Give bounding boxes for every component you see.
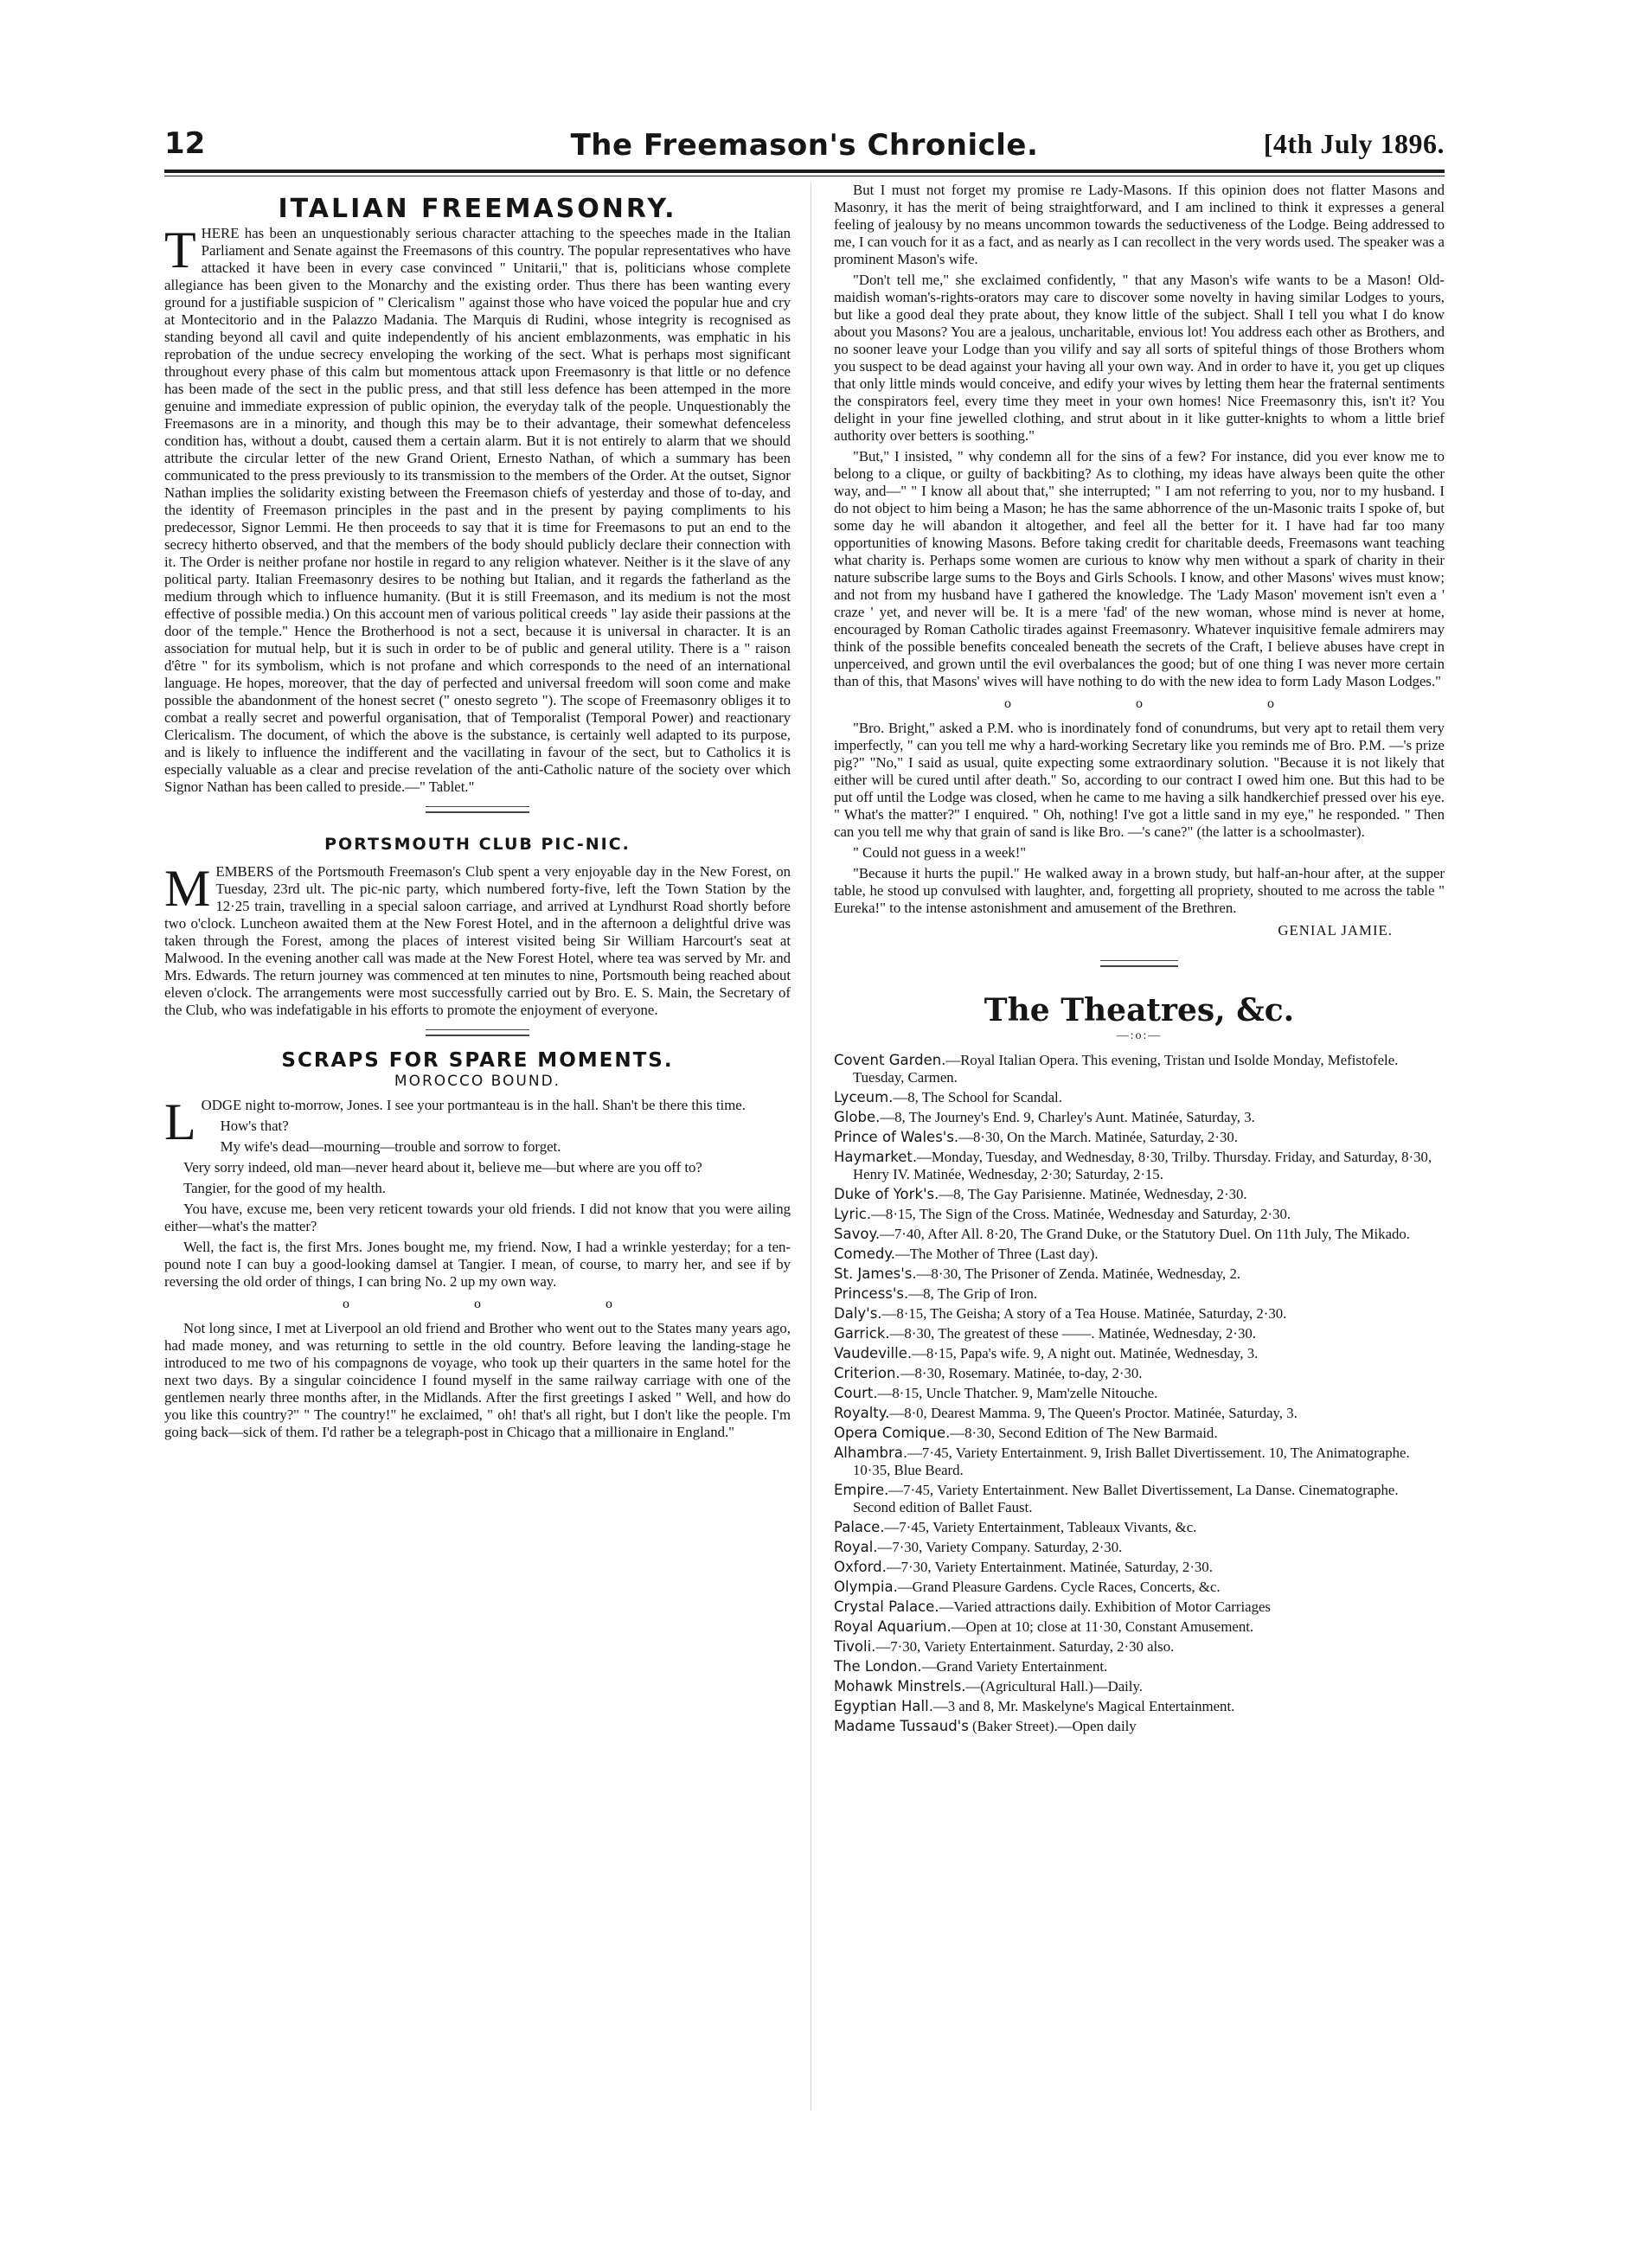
theatre-entry: [834, 1405, 1445, 1422]
ornament-dots: o o o: [343, 1297, 673, 1311]
theatre-name: Duke of York's.: [834, 1186, 939, 1202]
dialogue-line: You have, excuse me, been very reticent towards your old friends. I did not know that you were ailing either—what's the matter?: [164, 1201, 791, 1234]
theatre-entry: [834, 1305, 1445, 1323]
theatre-name: Oxford.: [834, 1559, 887, 1575]
theatre-entry: [834, 1539, 1445, 1556]
theatre-entry: [834, 1186, 1445, 1203]
theatre-details: —(Agricultural Hall.)—Daily.: [965, 1678, 1143, 1695]
theatre-details: —3 and 8, Mr. Maskelyne's Magical Entertainment.: [932, 1698, 1235, 1714]
theatre-details: —Royal Italian Opera. This evening, Tristan und Isolde Monday, Mefistofele. Tuesday, Carmen.: [853, 1052, 1399, 1086]
theatre-name: St. James's.: [834, 1265, 917, 1282]
theatre-entry: [834, 1425, 1445, 1442]
theatre-name: Alhambra.: [834, 1445, 908, 1461]
theatre-name: Royal.: [834, 1539, 878, 1555]
theatre-name: Court.: [834, 1385, 878, 1401]
theatre-details: —8, The School for Scandal.: [893, 1089, 1062, 1105]
article-portsmouth-picnic: [164, 836, 791, 1019]
theatre-name: Olympia.: [834, 1579, 898, 1595]
article-paragraph: "Because it hurts the pupil." He walked away in a brown study, but half-an-hour after, at the supper table, he stood up convulsed with laughter, and, forgetting all propriety, shouted to me across the table " Eureka!" to the intense astonishment and amusement of the Brethren.: [834, 865, 1445, 916]
author-signature: GENIAL JAMIE.: [1278, 922, 1393, 939]
theatre-name: Comedy.: [834, 1246, 895, 1262]
theatre-entry: [834, 1658, 1445, 1675]
theatre-details: —Varied attractions daily. Exhibition of Motor Carriages: [939, 1598, 1271, 1615]
article-subheading: MOROCCO BOUND.: [394, 1073, 561, 1090]
theatre-entry: [834, 1149, 1445, 1183]
article-paragraph: [164, 860, 791, 1019]
theatre-details: —8·30, Second Edition of The New Barmaid.: [950, 1425, 1218, 1441]
theatre-name: Criterion.: [834, 1365, 900, 1381]
paragraph-text: HERE has been an unquestionably serious character attaching to the speeches made in the Italian Parliament and Senate against the Freemasons of this country. The popular representatives who have attacked it have been in every case convinced " Unitarii," that is, politicians whose complete allegiance has been given to the Monarchy and the existing order. Thus there has been wanting every ground for a justifiable suspicion of " Clericalism " against those who have voiced the popular hue and cry at Montecitorio and in the Palazzo Madania. The Marquis di Rudini, whose integrity is recognised as standing beyond all cavil and quite independently of his ancient emblazonments, was emphatic in his reprobation of the undue secrecy enveloping the working of the sect. What is perhaps most significant throughout every phase of this calm but momentous attack upon Freemasonry is that little or no defence has been made of the sect in the public press, and that still less defence has been attemped in the more genuine and immediate expression of public opinion, the everyday talk of the people. Unquestionably the Freemasons are in a minority, and though this may be to their advantage, their somewhat defenceless condition has, without a doubt, caused them a certain alarm. But it is not entirely to alarm that we should attribute the circular letter of the new Grand Orient, Ernesto Nathan, of which a summary has been communicated to the press previously to its transmission to the members of the Order. At the outset, Signor Nathan implies the solidarity existing between the Freemason chiefs of yesterday and those of to-day, and the identity of Freemason principles in the past and in the present by paying compliments to his predecessor, Signor Lemmi. He then proceeds to say that it is time for Freemasons to put an end to the secrecy hitherto observed, and that the members of the body should publicly declare their connection with it. The Order is neither profane nor hostile in regard to any religion whatever. Neither is it the slave of any political party. Italian Freemasonry desires to be nothing but Italian, and it regards the fatherland as the medium through which to influence humanity. (But it is still Freemason, and its medium is not the most effective of possible media.) On this account men of various political creeds " lay aside their passions at the door of the temple." Hence the Brotherhood is not a sect, because it is universal in character. It is an association for mutual help, but it is such in order to be of public and general utility. There is a " raison d'être " for its symbolism, which is not profane and which corresponds to the need of an international language. He hopes, moreover, that the day of perfected and universal freedom will soon come and make possible the abandonment of the honest secret (" onesto segreto "). The scope of Freemasonry obliges it to combat a really secret and powerful organisation, that of Temporalist (Temporal Power) and reactionary Clericalism. The document, of which the above is the substance, is certainly well adapted to its purpose, and is likely to influence the indifferent and the vacillating in favour of the sect, but to Catholics it is especially valuable as a clear and precise revelation of the anti-Catholic nature of the society over which Signor Nathan has been called to preside.—" Tablet.": [164, 225, 791, 795]
theatre-name: Globe.: [834, 1109, 881, 1125]
theatre-details: —8, The Gay Parisienne. Matinée, Wednesday, 2·30.: [939, 1186, 1247, 1202]
theatre-details: —7·45, Variety Entertainment. New Ballet Divertissement, La Danse. Cinematographe. Second edition of Ballet Faust.: [853, 1482, 1399, 1515]
theatre-name: Royalty.: [834, 1405, 890, 1421]
theatre-details: —8·30, On the March. Matinée, Saturday, 2·30.: [958, 1129, 1238, 1145]
theatre-entry: [834, 1519, 1445, 1536]
theatre-details: —8, The Journey's End. 9, Charley's Aunt. Matinée, Saturday, 3.: [880, 1109, 1255, 1125]
theatre-details: —8·30, The greatest of these ——. Matinée, Wednesday, 2·30.: [889, 1325, 1256, 1342]
theatre-entry: [834, 1052, 1445, 1086]
article-scraps: [164, 1049, 791, 1441]
issue-date: [4th July 1896.: [1263, 128, 1445, 159]
theatre-name: Garrick.: [834, 1325, 890, 1342]
theatre-entry: [834, 1482, 1445, 1516]
theatre-entry: [834, 1206, 1445, 1223]
theatre-details: (Baker Street).—Open daily: [968, 1718, 1137, 1734]
theatre-name: Princess's.: [834, 1285, 909, 1302]
theatre-details: —Open at 10; close at 11·30, Constant Amusement.: [951, 1618, 1254, 1635]
dialogue-line: Tangier, for the good of my health.: [183, 1180, 386, 1196]
theatre-name: Daly's.: [834, 1305, 882, 1322]
theatre-details: —8·30, The Prisoner of Zenda. Matinée, Wednesday, 2.: [916, 1265, 1241, 1282]
theatre-entry: [834, 1718, 1445, 1735]
theatre-details: —7·30, Variety Entertainment. Matinée, Saturday, 2·30.: [886, 1559, 1213, 1575]
theatre-name: Covent Garden.: [834, 1052, 946, 1068]
paragraph-text: EMBERS of the Portsmouth Freemason's Club spent a very enjoyable day in the New Forest, on Tuesday, 23rd ult. The pic-nic party, which numbered forty-five, left the Town Station by the 12·25 train, travelling in a special saloon carriage, and arrived at Lyndhurst Road shortly before two o'clock. Luncheon awaited them at the New Forest Hotel, and in the afternoon a delightful drive was taken through the Forest, among the places of interest visited being Sir William Harcourt's seat at Malwood. In the evening another call was made at the New Forest Hotel, where tea was served by Mr. and Mrs. Edwards. The return journey was commenced at ten minutes to nine, Portsmouth being reached about eleven o'clock. The arrangements were most successfully carried out by Bro. E. S. Main, the Secretary of the Club, who was indefatigable in his efforts to promote the enjoyment of everyone.: [164, 863, 791, 1018]
theatre-name: Haymarket.: [834, 1149, 918, 1165]
theatre-name: Crystal Palace.: [834, 1598, 939, 1615]
article-heading: SCRAPS FOR SPARE MOMENTS.: [281, 1049, 674, 1072]
ornament-dots: o o o: [1004, 696, 1335, 711]
article-paragraph: Not long since, I met at Liverpool an old friend and Brother who went out to the States many years ago, had made money, and was returning to settle in the old country. Before leaving the landing-stage he introduced to me two of his compagnons de voyage, who took up their quarters in the same hotel for the next two days. By a singular coincidence I found myself in the same railway carriage with one of the gentlemen nearly three months after, in the Midlands. After the first greetings I asked " Well, and how do you like this country?" " The country!" he exclaimed, " oh! that's all right, but I don't like the people. I'm going back—sick of them. I'd rather be a telegraph-post in Chicago that a millionaire in England.": [164, 1320, 791, 1440]
paragraph-text: ODGE night to-morrow, Jones. I see your portmanteau is in the hall. Shan't be there this time.: [201, 1097, 746, 1113]
theatre-details: —7·30, Variety Entertainment. Saturday, 2·30 also.: [875, 1638, 1175, 1655]
theatre-entry: [834, 1385, 1445, 1402]
theatre-entry: [834, 1089, 1445, 1106]
theatre-details: —8·15, Papa's wife. 9, A night out. Matinée, Wednesday, 3.: [912, 1345, 1259, 1361]
theatre-details: —7·45, Variety Entertainment. 9, Irish Ballet Divertissement. 10, The Animatographe. 10·35, Blue Beard.: [853, 1445, 1410, 1478]
article-paragraph: " Could not guess in a week!": [853, 844, 1027, 861]
theatre-details: —8·30, Rosemary. Matinée, to-day, 2·30.: [900, 1365, 1143, 1381]
theatre-details: —8·15, The Sign of the Cross. Matinée, Wednesday and Saturday, 2·30.: [871, 1206, 1291, 1222]
theatre-details: —8·15, The Geisha; A story of a Tea House. Matinée, Saturday, 2·30.: [881, 1305, 1287, 1322]
masthead-rule: [164, 170, 1445, 173]
section-separator: [1100, 960, 1178, 967]
theatre-name: Empire.: [834, 1482, 889, 1498]
theatre-entry: [834, 1365, 1445, 1382]
heading-divider: —:o:—: [1116, 1029, 1163, 1042]
theatre-entry: [834, 1325, 1445, 1342]
theatre-entry: [834, 1618, 1445, 1636]
theatre-details: —7·30, Variety Company. Saturday, 2·30.: [877, 1539, 1123, 1555]
dialogue-line: Well, the fact is, the first Mrs. Jones bought me, my friend. Now, I had a wrinkle yesterday; for a ten-pound note I can buy a good-looking damsel at Tangier. I mean, of course, to marry her, and see if by reversing the old order of things, I can bring No. 2 up my own way.: [164, 1239, 791, 1290]
theatre-details: —8·15, Uncle Thatcher. 9, Mam'zelle Nitouche.: [877, 1385, 1158, 1401]
theatre-details: —8, The Grip of Iron.: [908, 1285, 1038, 1302]
drop-cap: T: [164, 221, 196, 279]
article-heading: PORTSMOUTH CLUB PIC-NIC.: [324, 835, 631, 854]
article-paragraph: [164, 221, 791, 796]
theatres-listing: [834, 992, 1445, 1735]
dialogue-line: How's that?: [220, 1118, 289, 1134]
theatre-details: —Grand Pleasure Gardens. Cycle Races, Concerts, &c.: [897, 1579, 1221, 1595]
left-column: [164, 182, 791, 2244]
drop-cap: L: [164, 1093, 196, 1150]
section-separator: [426, 806, 529, 813]
theatre-name: Palace.: [834, 1519, 885, 1535]
theatre-entry: [834, 1445, 1445, 1479]
dialogue-line: My wife's dead—mourning—trouble and sorrow to forget.: [220, 1138, 561, 1155]
theatre-entry: [834, 1638, 1445, 1656]
theatre-name: Mohawk Minstrels.: [834, 1678, 966, 1695]
article-italian-freemasonry: [164, 194, 791, 796]
theatre-name: The London.: [834, 1658, 922, 1675]
theatre-entry: [834, 1678, 1445, 1695]
theatre-name: Tivoli.: [834, 1638, 876, 1655]
theatre-entry: [834, 1129, 1445, 1146]
theatre-entry: [834, 1579, 1445, 1596]
section-separator: [426, 1029, 529, 1036]
article-lady-masons: [834, 182, 1445, 939]
article-paragraph: "Bro. Bright," asked a P.M. who is inordinately fond of conundrums, but very apt to retail them very imperfectly, " can you tell me why a hard-working Secretary like you reminds me of Bro. P.M. —'s prize pig?" "No," I said as usual, quite expecting some extraordinary solution. "Because it is not likely that either will be cured until after death." So, according to our contract I owed him one. But this had to be put off until the Lodge was closed, when he came to me having a silk handkerchief pressed over his eye. " What's the matter?" I enquired. " Oh, nothing! I've got a little sand in my eye," he responded. " Then can you tell me why that grain of sand is like Bro. —'s cane?" (the latter is a schoolmaster).: [834, 720, 1445, 840]
section-heading: The Theatres, &c.: [984, 992, 1295, 1028]
theatre-details: —7·40, After All. 8·20, The Grand Duke, or the Statutory Duel. On 11th July, The Mikado.: [880, 1226, 1410, 1242]
dialogue-line: Very sorry indeed, old man—never heard about it, believe me—but where are you off to?: [183, 1159, 702, 1176]
theatre-entry: [834, 1285, 1445, 1303]
theatre-name: Prince of Wales's.: [834, 1129, 959, 1145]
theatre-entry: [834, 1265, 1445, 1283]
theatre-name: Madame Tussaud's: [834, 1718, 969, 1734]
theatre-details: —The Mother of Three (Last day).: [894, 1246, 1099, 1262]
theatre-entry: [834, 1246, 1445, 1263]
theatre-entry: [834, 1698, 1445, 1715]
theatre-name: Lyric.: [834, 1206, 872, 1222]
theatre-name: Savoy.: [834, 1226, 881, 1242]
theatre-entry: [834, 1109, 1445, 1126]
theatre-details: —7·45, Variety Entertainment, Tableaux Vivants, &c.: [884, 1519, 1197, 1535]
theatre-name: Royal Aquarium.: [834, 1618, 952, 1635]
theatre-name: Lyceum.: [834, 1089, 894, 1105]
drop-cap: M: [164, 860, 211, 917]
theatre-details: —Monday, Tuesday, and Wednesday, 8·30, Trilby. Thursday. Friday, and Saturday, 8·30, Henry IV. Matinée, Wednesday, 2·30; Saturday, 2·15.: [853, 1149, 1432, 1182]
theatre-entry: [834, 1226, 1445, 1243]
theatre-name: Opera Comique.: [834, 1425, 951, 1441]
theatre-entry: [834, 1598, 1445, 1616]
theatre-name: Egyptian Hall.: [834, 1698, 933, 1714]
theatre-entry: [834, 1345, 1445, 1362]
theatre-list: [834, 1052, 1445, 1735]
page-number: 12: [164, 126, 206, 161]
newspaper-title: The Freemason's Chronicle.: [570, 128, 1039, 163]
theatre-name: Vaudeville.: [834, 1345, 913, 1361]
theatre-details: —Grand Variety Entertainment.: [921, 1658, 1108, 1675]
article-paragraph: "Don't tell me," she exclaimed confidently, " that any Mason's wife wants to be a Mason! Old-maidish woman's-rights-orators may care to discover some novelty in having similar Lodges to yours, but like a good deal they prate about, they know little of the subject. Shall I tell you what I do know about you Masons? You are a jealous, uncharitable, envious lot! You address each other as Brothers, and no sooner leave your Lodge than you vilify and say all sorts of spiteful things of those Brothers whom you suspect to be dead against your having all your own way. And in order to have it, you get up cliques that only little minds would conceive, and edify your wives by letting them hear the fraternal sentiments the conspirators feel, every time they meet in your own homes! Nice Freemasonry this, isn't it? You delight in your fine jewelled clothing, and strut about in it like gutter-knights to whom a little brief authority over betters is soothing.": [834, 272, 1445, 444]
theatre-details: —8·0, Dearest Mamma. 9, The Queen's Proctor. Matinée, Saturday, 3.: [889, 1405, 1298, 1421]
article-heading: ITALIAN FREEMASONRY.: [278, 194, 677, 224]
article-paragraph: "But," I insisted, " why condemn all for the sins of a few? For instance, did you ever know me to belong to a clique, or guilty of backbiting? As to clothing, my ideas have always been quite the other way, and—" " I know all about that," she interrupted; " I am not referring to you, nor to my husband. I do not object to him being a Mason; he has the same abhorrence of the un-Masonic traits I spoke of, but some day he will abandon it altogether, and feel all the better for it. I have had far too many opportunities of knowing Masons. Before taking credit for charitable deeds, Freemasons want teaching what charity is. Perhaps some women are curious to know why men without a spark of charity in their nature subscribe large sums to the Boys and Girls Schools. I know, and other Masons' wives must know; and not from my husband have I gathered the knowledge. The 'Lady Mason' movement isn't even a ' craze ' yet, and never will be. It is a mere 'fad' of the new woman, whose mind is never at home, encouraged by Roman Catholic tirades against Freemasonry. Whatever inquisitive female admirers may think of the possible benefits concealed beneath the secrets of the Craft, I believe abuses have crept in unperceived, and grown until the evil overbalances the good; but of one thing I was never more certain than of this, that Masons' wives will have nothing to do with the new idea to form Lady Mason Lodges.": [834, 448, 1445, 689]
right-column: [834, 182, 1445, 2244]
article-paragraph: But I must not forget my promise re Lady-Masons. If this opinion does not flatter Masons and Masonry, it has the merit of being straightforward, and I am inclined to think it expresses a general feeling of jealousy by no means uncommon towards the seductiveness of the Lodge. Being addressed to me, I can vouch for it as a fact, and as nearly as I can recollect in the very words used. The speaker was a prominent Mason's wife.: [834, 182, 1445, 267]
theatre-entry: [834, 1559, 1445, 1576]
